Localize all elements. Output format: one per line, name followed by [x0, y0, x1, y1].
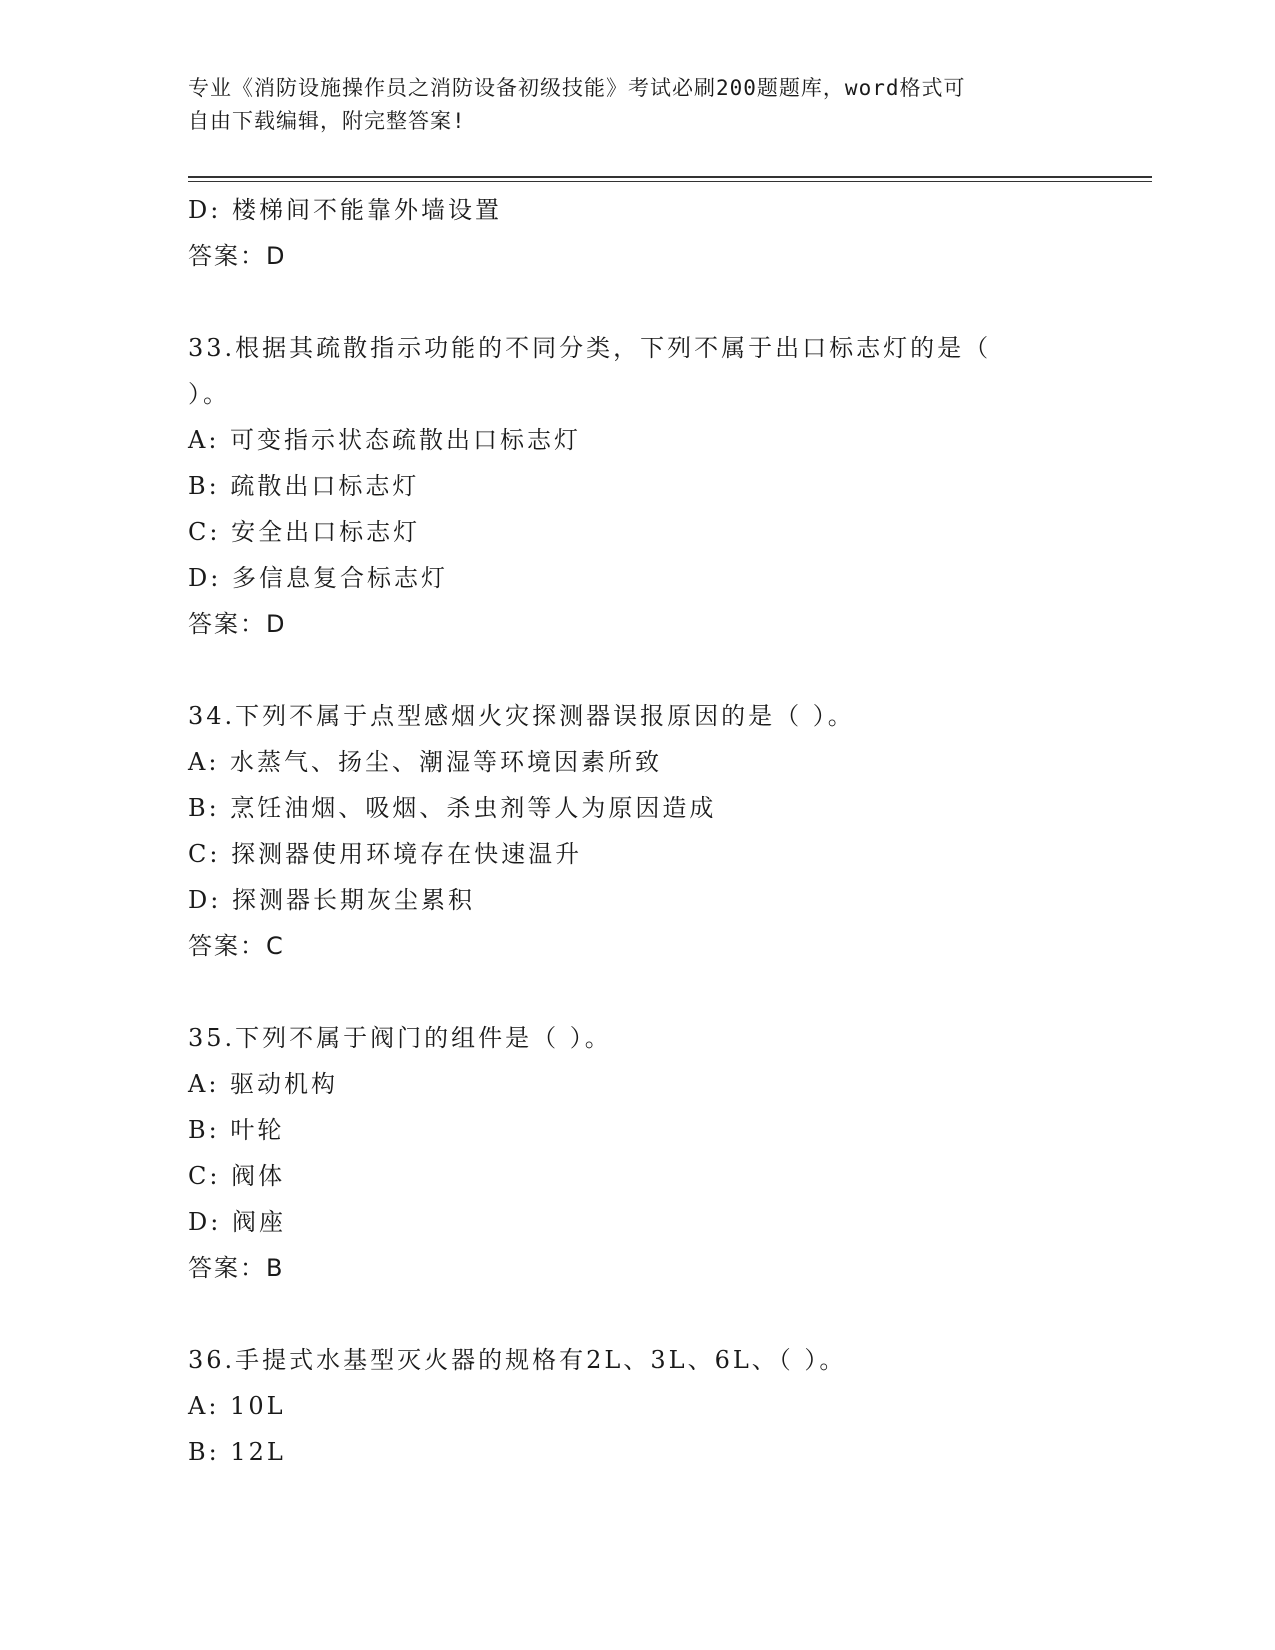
- question-34: [188, 693, 1088, 969]
- answer-line: 答案：D: [188, 610, 287, 638]
- option-d: D: 阀座: [188, 1208, 286, 1236]
- option-b: B: 12L: [188, 1438, 286, 1466]
- question-stem: 33.根据其疏散指示功能的不同分类，下列不属于出口标志灯的是（: [188, 334, 992, 362]
- header-divider-thick: [188, 176, 1152, 178]
- question-list: [188, 187, 1088, 1475]
- question-35: [188, 1015, 1088, 1291]
- option-b: B: 疏散出口标志灯: [188, 472, 420, 500]
- answer-line: 答案：C: [188, 932, 285, 960]
- option-a: A: 驱动机构: [188, 1070, 339, 1098]
- spacer: [188, 969, 1088, 1015]
- question-32-tail: [188, 187, 1088, 279]
- document-header: [188, 72, 1088, 138]
- question-stem: 35.下列不属于阀门的组件是（ ）。: [188, 1024, 612, 1052]
- option-d: D: 多信息复合标志灯: [188, 564, 448, 592]
- question-stem: 36.手提式水基型灭火器的规格有2L、3L、6L、（ ）。: [188, 1346, 847, 1374]
- header-title-line-1: 专业《消防设施操作员之消防设备初级技能》考试必刷200题题库，word格式可: [188, 76, 966, 100]
- option-a: A: 10L: [188, 1392, 286, 1420]
- option-d: D: 探测器长期灰尘累积: [188, 886, 475, 914]
- header-title-line-2: 自由下载编辑，附完整答案!: [188, 109, 466, 133]
- question-33: [188, 325, 1088, 647]
- option-c: C: 阀体: [188, 1162, 286, 1190]
- answer-line: 答案：D: [188, 242, 287, 270]
- spacer: [188, 279, 1088, 325]
- option-d: D: 楼梯间不能靠外墙设置: [188, 196, 502, 224]
- question-36: [188, 1337, 1088, 1475]
- option-a: A: 可变指示状态疏散出口标志灯: [188, 426, 582, 454]
- header-divider-thin: [188, 181, 1152, 182]
- option-c: C: 探测器使用环境存在快速温升: [188, 840, 583, 868]
- answer-line: 答案：B: [188, 1254, 285, 1282]
- spacer: [188, 647, 1088, 693]
- option-c: C: 安全出口标志灯: [188, 518, 421, 546]
- option-b: B: 烹饪油烟、吸烟、杀虫剂等人为原因造成: [188, 794, 717, 822]
- spacer: [188, 1291, 1088, 1337]
- question-stem-continued: ）。: [188, 380, 230, 408]
- question-stem: 34.下列不属于点型感烟火灾探测器误报原因的是（ ）。: [188, 702, 855, 730]
- option-a: A: 水蒸气、扬尘、潮湿等环境因素所致: [188, 748, 663, 776]
- option-b: B: 叶轮: [188, 1116, 285, 1144]
